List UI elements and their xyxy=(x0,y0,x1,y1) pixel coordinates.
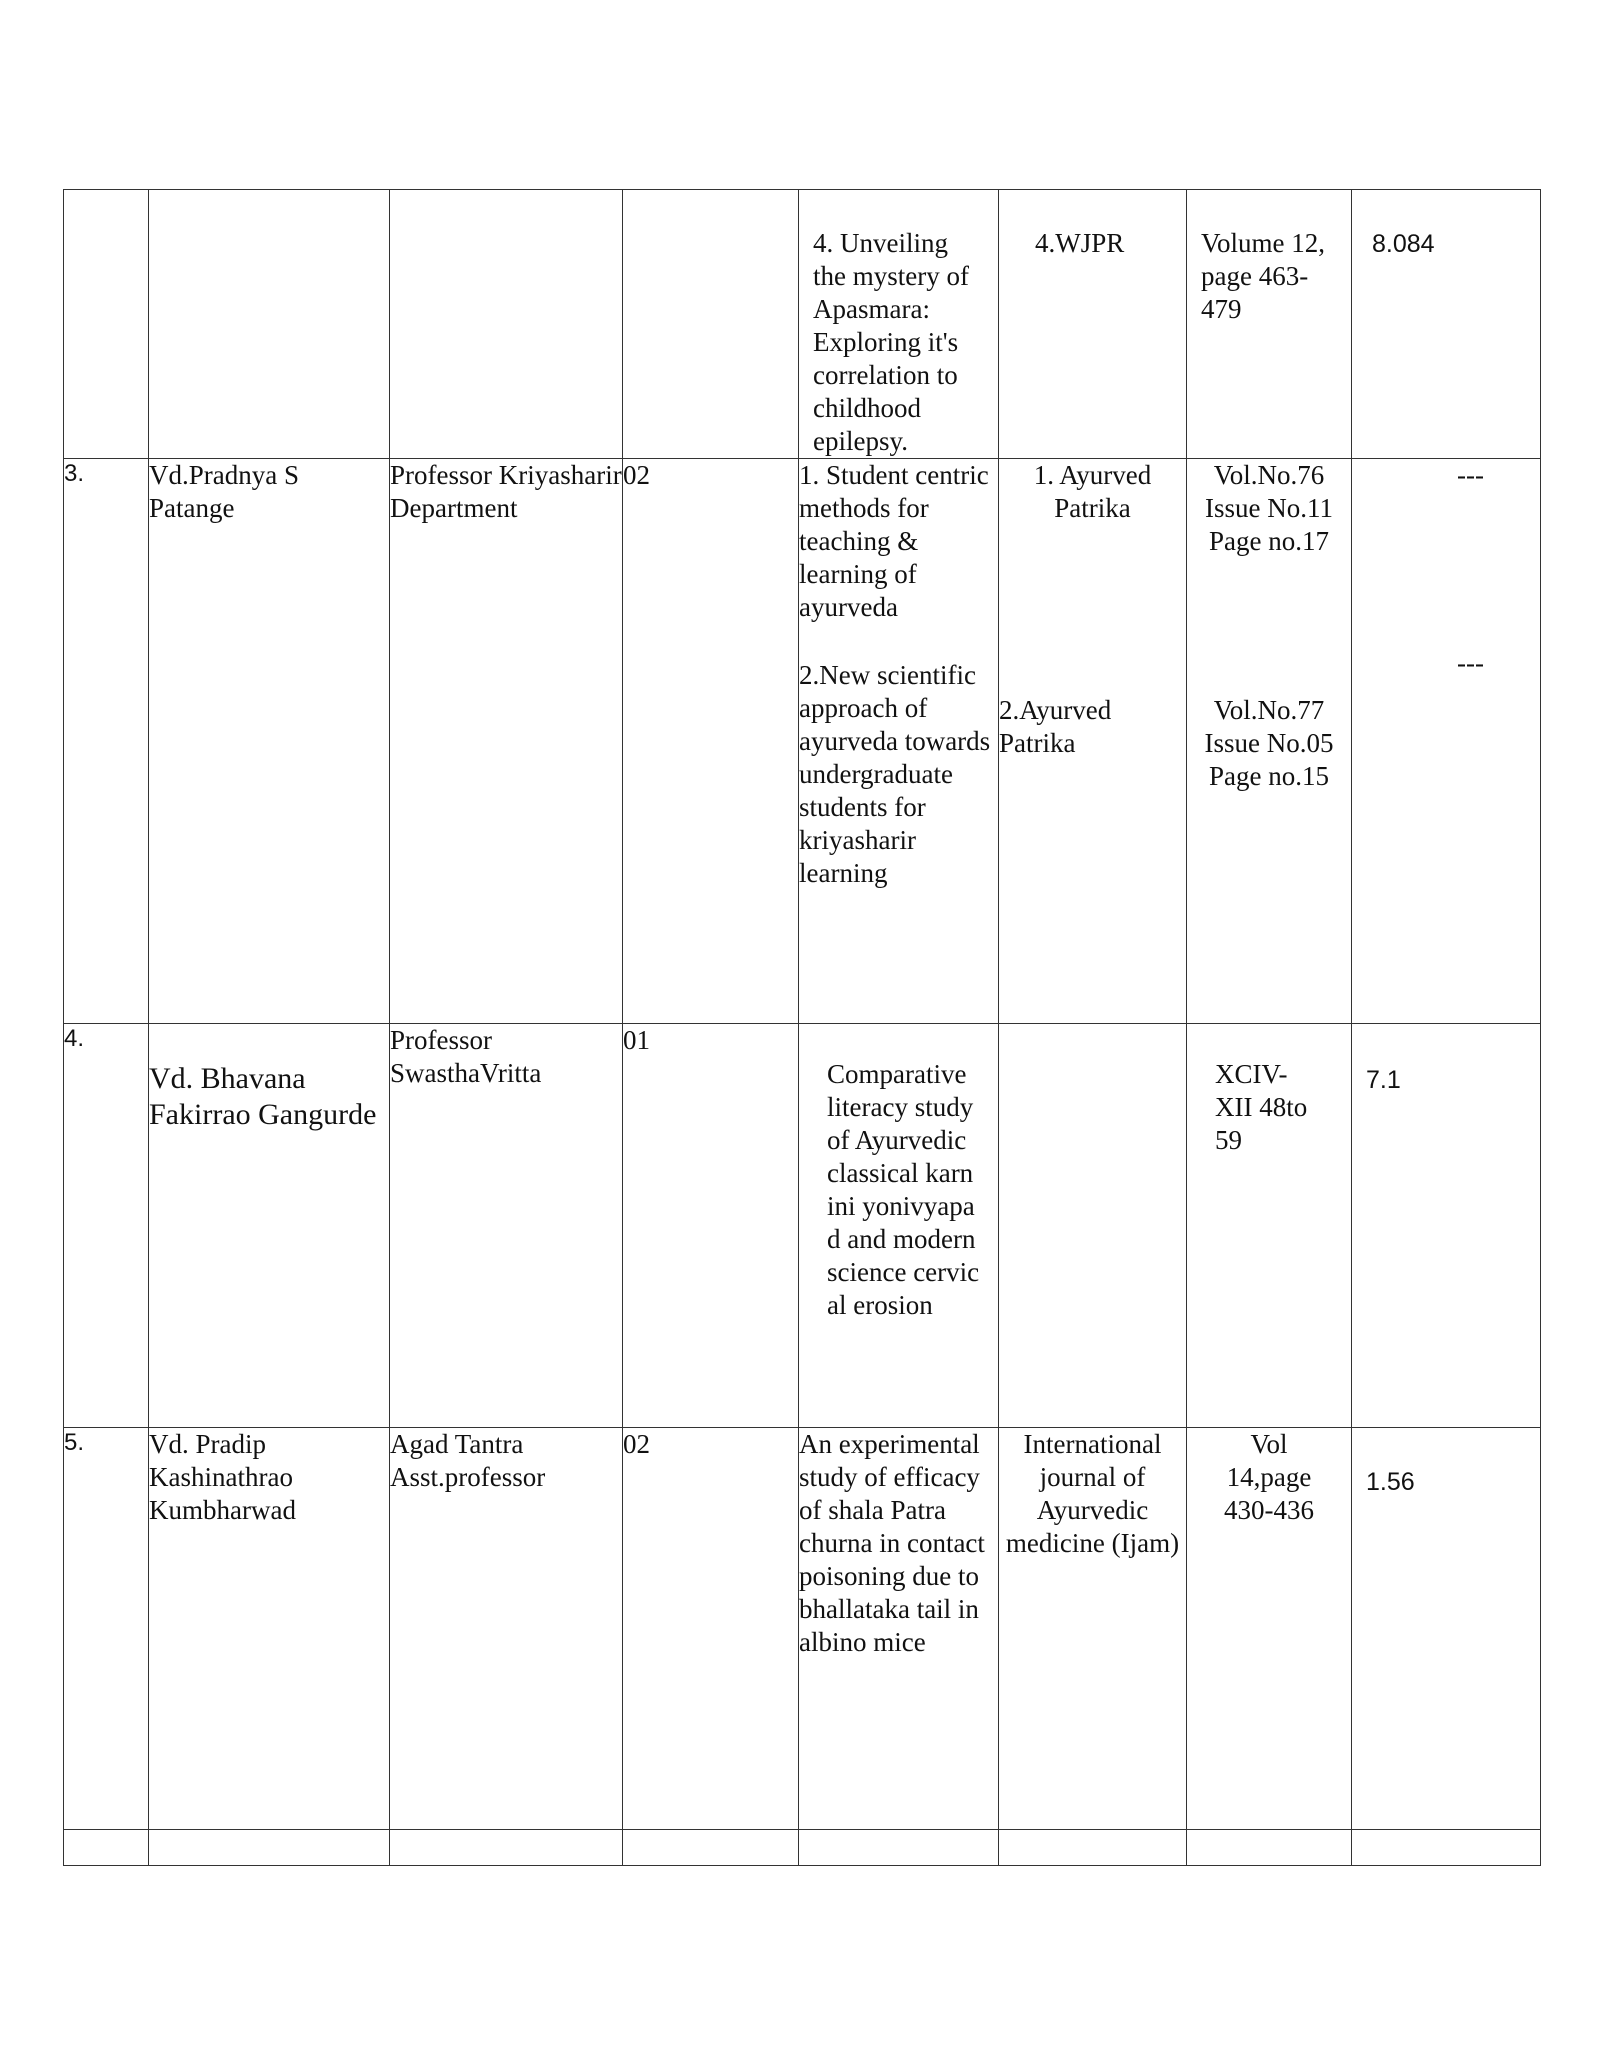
cell-designation xyxy=(390,1024,623,1428)
cell-sno xyxy=(64,459,149,1024)
cell-name xyxy=(149,1024,390,1428)
publication-title: 2.New scientific approach of ayurveda towards undergraduate students for kriyasharir learning xyxy=(799,660,991,888)
cell-sno xyxy=(64,190,149,459)
volume-info: Vol.No.77 Issue No.05 Page no.15 xyxy=(1204,695,1334,791)
volume-info: Vol.No.76 Issue No.11 Page no.17 xyxy=(1205,460,1333,556)
publication-title: 4. Unveiling the mystery of Apasmara: Exploring it's correlation to childhood epilepsy. xyxy=(813,228,969,456)
cell-empty xyxy=(799,1830,999,1866)
journal-name: 4.WJPR xyxy=(1035,228,1125,258)
journal-name: 2.Ayurved Patrika xyxy=(999,695,1112,758)
cell-empty xyxy=(390,1830,623,1866)
journal-name: 1. Ayurved Patrika xyxy=(1033,460,1152,523)
journal-name: International journal of Ayurvedic medicine (Ijam) xyxy=(1005,1429,1180,1558)
cell-designation xyxy=(390,1428,623,1830)
publication-count: 02 xyxy=(623,460,650,490)
publication-title: An experimental study of efficacy of shala Patra churna in contact poisoning due to bhallataka tail in albino mice xyxy=(799,1429,985,1657)
impact-factor: 7.1 xyxy=(1366,1066,1401,1094)
volume-info: XCIV-XII 48to 59 xyxy=(1215,1059,1308,1155)
cell-sno xyxy=(64,1024,149,1428)
table-row xyxy=(64,1024,1541,1428)
publication-title: 1. Student centric methods for teaching & learning of ayurveda xyxy=(799,460,989,622)
cell-title xyxy=(799,459,999,1024)
cell-journal xyxy=(999,1428,1187,1830)
cell-impact xyxy=(1352,1428,1541,1830)
cell-title xyxy=(799,190,999,459)
volume-info: Volume 12, page 463-479 xyxy=(1201,228,1326,324)
impact-factor: 8.084 xyxy=(1372,230,1435,258)
cell-count xyxy=(623,1024,799,1428)
publications-table xyxy=(63,189,1541,1866)
cell-volume xyxy=(1187,459,1352,1024)
cell-empty xyxy=(1352,1830,1541,1866)
cell-impact xyxy=(1352,190,1541,459)
cell-journal xyxy=(999,459,1187,1024)
faculty-name: Vd. Pradip Kashinathrao Kumbharwad xyxy=(149,1429,296,1525)
cell-impact xyxy=(1352,1024,1541,1428)
cell-designation xyxy=(390,190,623,459)
publication-title: Comparative literacy study of Ayurvedic classical karnini yonivyapad and modern science cervical erosion xyxy=(827,1059,980,1320)
cell-empty xyxy=(623,1830,799,1866)
cell-volume xyxy=(1187,1024,1352,1428)
cell-empty xyxy=(1187,1830,1352,1866)
impact-factor: --- xyxy=(1457,648,1484,678)
table-row xyxy=(64,190,1541,459)
cell-title xyxy=(799,1024,999,1428)
cell-sno xyxy=(64,1428,149,1830)
cell-name xyxy=(149,459,390,1024)
cell-title xyxy=(799,1428,999,1830)
publication-count: 02 xyxy=(623,1429,650,1459)
cell-volume xyxy=(1187,190,1352,459)
cell-impact xyxy=(1352,459,1541,1024)
faculty-name: Vd.Pradnya S Patange xyxy=(149,460,299,523)
cell-name xyxy=(149,190,390,459)
cell-empty xyxy=(999,1830,1187,1866)
cell-journal xyxy=(999,190,1187,459)
faculty-name: Vd. Bhavana Fakirrao Gangurde xyxy=(149,1062,377,1131)
cell-name xyxy=(149,1428,390,1830)
publication-count: 01 xyxy=(623,1025,650,1055)
cell-empty xyxy=(64,1830,149,1866)
cell-volume xyxy=(1187,1428,1352,1830)
cell-designation xyxy=(390,459,623,1024)
impact-factor: 1.56 xyxy=(1366,1468,1415,1496)
table-row xyxy=(64,1830,1541,1866)
cell-journal xyxy=(999,1024,1187,1428)
cell-count xyxy=(623,190,799,459)
impact-factor: --- xyxy=(1457,460,1484,490)
serial-number: 5. xyxy=(64,1429,85,1456)
designation: Agad Tantra Asst.professor xyxy=(390,1429,546,1492)
designation: Professor Kriyasharir Department xyxy=(390,460,622,523)
cell-empty xyxy=(149,1830,390,1866)
table-row xyxy=(64,459,1541,1024)
cell-count xyxy=(623,1428,799,1830)
cell-count xyxy=(623,459,799,1024)
table-row xyxy=(64,1428,1541,1830)
volume-info: Vol 14,page 430-436 xyxy=(1224,1429,1314,1525)
serial-number: 3. xyxy=(64,460,85,487)
serial-number: 4. xyxy=(64,1025,85,1052)
designation: Professor SwasthaVritta xyxy=(390,1025,542,1088)
